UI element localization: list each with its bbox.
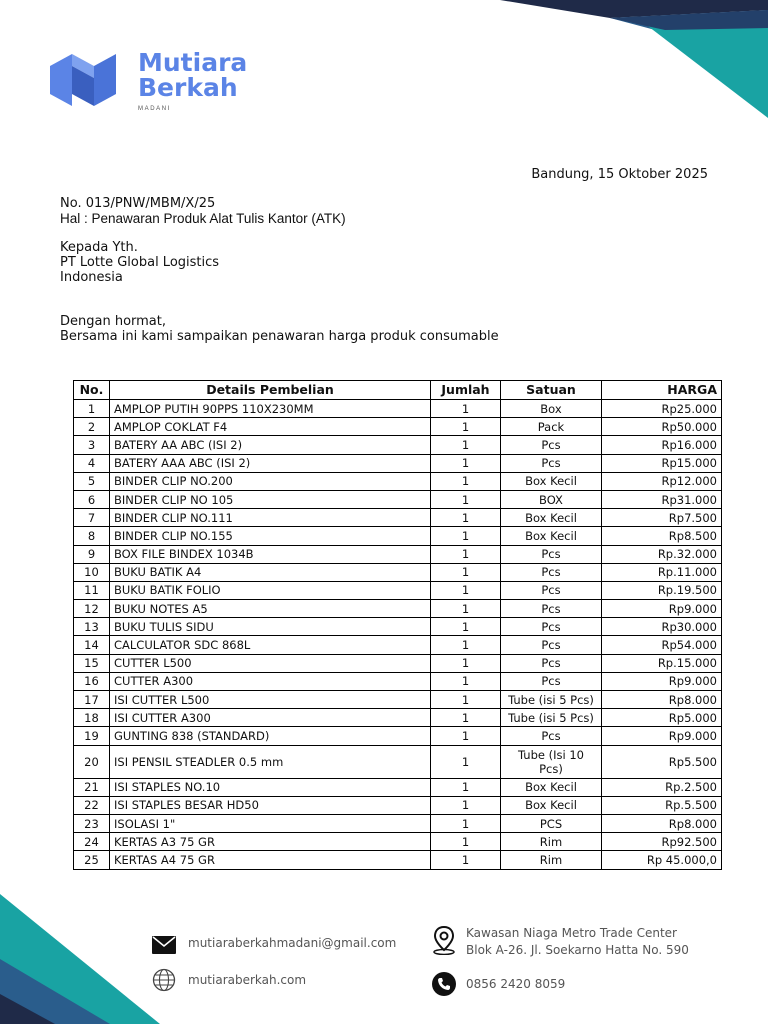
- table-row: [74, 796, 722, 814]
- cell-qty: 1: [431, 814, 501, 832]
- cell-no: 16: [74, 672, 110, 690]
- cell-no: 13: [74, 618, 110, 636]
- cell-unit: Pcs: [501, 654, 602, 672]
- cell-price: Rp25.000: [602, 400, 722, 418]
- cell-item: BOX FILE BINDEX 1034B: [110, 545, 431, 563]
- footer-website[interactable]: mutiaraberkah.com: [188, 973, 307, 987]
- table-row: [74, 563, 722, 581]
- cell-no: 10: [74, 563, 110, 581]
- header-no: No.: [74, 381, 110, 400]
- cell-item: ISI PENSIL STEADLER 0.5 mm: [110, 745, 431, 778]
- cell-qty: 1: [431, 472, 501, 490]
- cell-unit: PCS: [501, 814, 602, 832]
- cell-no: 4: [74, 454, 110, 472]
- cell-unit: BOX: [501, 490, 602, 508]
- cell-price: Rp9.000: [602, 600, 722, 618]
- cell-price: Rp12.000: [602, 472, 722, 490]
- cell-unit: Tube (isi 5 Pcs): [501, 691, 602, 709]
- logo-mark-icon: [48, 52, 118, 108]
- table-row: [74, 436, 722, 454]
- company-name-line2: Berkah: [138, 73, 238, 102]
- table-row: [74, 814, 722, 832]
- cell-price: Rp50.000: [602, 418, 722, 436]
- cell-price: Rp54.000: [602, 636, 722, 654]
- cell-price: Rp9.000: [602, 727, 722, 745]
- cell-no: 25: [74, 851, 110, 869]
- cell-unit: Pcs: [501, 727, 602, 745]
- table-row: [74, 400, 722, 418]
- cell-qty: 1: [431, 636, 501, 654]
- cell-no: 14: [74, 636, 110, 654]
- company-tagline: MADANI: [138, 106, 171, 112]
- cell-no: 18: [74, 709, 110, 727]
- table-row: [74, 672, 722, 690]
- cell-qty: 1: [431, 654, 501, 672]
- cell-no: 5: [74, 472, 110, 490]
- cell-item: CALCULATOR SDC 868L: [110, 636, 431, 654]
- cell-qty: 1: [431, 833, 501, 851]
- cell-unit: Tube (isi 5 Pcs): [501, 709, 602, 727]
- address-line-1: Kawasan Niaga Metro Trade Center: [466, 926, 677, 940]
- cell-unit: Tube (Isi 10 Pcs): [501, 745, 602, 778]
- table-row: [74, 490, 722, 508]
- cell-item: BINDER CLIP NO.155: [110, 527, 431, 545]
- cell-item: BINDER CLIP NO 105: [110, 490, 431, 508]
- header-unit: Satuan: [501, 381, 602, 400]
- cell-no: 11: [74, 581, 110, 599]
- cell-qty: 1: [431, 527, 501, 545]
- cell-item: BUKU BATIK FOLIO: [110, 581, 431, 599]
- table-row: [74, 454, 722, 472]
- cell-price: Rp8.000: [602, 814, 722, 832]
- cell-qty: 1: [431, 418, 501, 436]
- cell-qty: 1: [431, 545, 501, 563]
- cell-unit: Pcs: [501, 545, 602, 563]
- cell-no: 21: [74, 778, 110, 796]
- cell-item: CUTTER L500: [110, 654, 431, 672]
- cell-qty: 1: [431, 618, 501, 636]
- recipient-line-3: Indonesia: [60, 270, 123, 285]
- table-row: [74, 636, 722, 654]
- cell-no: 3: [74, 436, 110, 454]
- cell-price: Rp30.000: [602, 618, 722, 636]
- cell-qty: 1: [431, 778, 501, 796]
- cell-no: 8: [74, 527, 110, 545]
- items-table: [73, 380, 722, 870]
- table-row: [74, 709, 722, 727]
- table-row: [74, 472, 722, 490]
- cell-no: 12: [74, 600, 110, 618]
- corner-decoration-bottom-left: [0, 864, 160, 1024]
- cell-item: KERTAS A3 75 GR: [110, 833, 431, 851]
- table-row: [74, 527, 722, 545]
- cell-price: Rp 45.000,0: [602, 851, 722, 869]
- table-row: [74, 509, 722, 527]
- cell-price: Rp5.500: [602, 745, 722, 778]
- cell-price: Rp.32.000: [602, 545, 722, 563]
- cell-unit: Pcs: [501, 672, 602, 690]
- cell-no: 22: [74, 796, 110, 814]
- table-row: [74, 851, 722, 869]
- cell-qty: 1: [431, 509, 501, 527]
- cell-price: Rp15.000: [602, 454, 722, 472]
- header-qty: Jumlah: [431, 381, 501, 400]
- footer-address: [466, 925, 689, 959]
- cell-item: KERTAS A4 75 GR: [110, 851, 431, 869]
- cell-unit: Rim: [501, 833, 602, 851]
- cell-price: Rp5.000: [602, 709, 722, 727]
- cell-price: Rp9.000: [602, 672, 722, 690]
- company-name: [138, 50, 247, 100]
- address-line-2: Blok A-26. Jl. Soekarno Hatta No. 590: [466, 943, 689, 957]
- cell-item: BUKU BATIK A4: [110, 563, 431, 581]
- cell-unit: Box Kecil: [501, 527, 602, 545]
- cell-qty: 1: [431, 581, 501, 599]
- globe-icon: [152, 968, 176, 992]
- cell-unit: Box Kecil: [501, 796, 602, 814]
- cell-no: 7: [74, 509, 110, 527]
- cell-price: Rp31.000: [602, 490, 722, 508]
- table-row: [74, 745, 722, 778]
- cell-no: 19: [74, 727, 110, 745]
- cell-price: Rp.11.000: [602, 563, 722, 581]
- cell-no: 6: [74, 490, 110, 508]
- greeting-block: [60, 314, 499, 344]
- cell-qty: 1: [431, 563, 501, 581]
- cell-price: Rp92.500: [602, 833, 722, 851]
- header-details: Details Pembelian: [110, 381, 431, 400]
- table-row: [74, 691, 722, 709]
- cell-qty: 1: [431, 709, 501, 727]
- table-row: [74, 618, 722, 636]
- cell-price: Rp16.000: [602, 436, 722, 454]
- cell-no: 23: [74, 814, 110, 832]
- letter-date: Bandung, 15 Oktober 2025: [531, 167, 708, 182]
- recipient-block: [60, 240, 219, 285]
- cell-price: Rp7.500: [602, 509, 722, 527]
- table-header-row: [74, 381, 722, 400]
- cell-price: Rp.19.500: [602, 581, 722, 599]
- table-row: [74, 600, 722, 618]
- cell-qty: 1: [431, 400, 501, 418]
- cell-item: BUKU NOTES A5: [110, 600, 431, 618]
- cell-qty: 1: [431, 745, 501, 778]
- table-row: [74, 654, 722, 672]
- header-price: HARGA: [602, 381, 722, 400]
- letter-number: No. 013/PNW/MBM/X/25: [60, 196, 216, 211]
- phone-icon: [432, 972, 456, 996]
- cell-item: ISI STAPLES NO.10: [110, 778, 431, 796]
- table-row: [74, 581, 722, 599]
- cell-price: Rp.15.000: [602, 654, 722, 672]
- recipient-line-2: PT Lotte Global Logistics: [60, 255, 220, 270]
- intro-text: Bersama ini kami sampaikan penawaran harga produk consumable: [60, 329, 499, 344]
- cell-qty: 1: [431, 851, 501, 869]
- table-row: [74, 778, 722, 796]
- cell-item: BUKU TULIS SIDU: [110, 618, 431, 636]
- letter-meta: [60, 196, 346, 226]
- footer-phone[interactable]: 0856 2420 8059: [466, 977, 566, 991]
- cell-item: AMPLOP COKLAT F4: [110, 418, 431, 436]
- cell-item: ISOLASI 1": [110, 814, 431, 832]
- letter-subject: Hal : Penawaran Produk Alat Tulis Kantor (ATK): [60, 211, 346, 226]
- envelope-icon: [152, 936, 176, 954]
- table-row: [74, 833, 722, 851]
- cell-qty: 1: [431, 796, 501, 814]
- cell-qty: 1: [431, 600, 501, 618]
- cell-no: 1: [74, 400, 110, 418]
- cell-item: ISI CUTTER A300: [110, 709, 431, 727]
- cell-unit: Box: [501, 400, 602, 418]
- cell-qty: 1: [431, 454, 501, 472]
- cell-unit: Rim: [501, 851, 602, 869]
- cell-item: BATERY AA ABC (ISI 2): [110, 436, 431, 454]
- cell-no: 15: [74, 654, 110, 672]
- cell-unit: Box Kecil: [501, 472, 602, 490]
- cell-item: BINDER CLIP NO.200: [110, 472, 431, 490]
- greeting: Dengan hormat,: [60, 314, 167, 329]
- cell-unit: Pcs: [501, 618, 602, 636]
- cell-no: 9: [74, 545, 110, 563]
- cell-qty: 1: [431, 436, 501, 454]
- cell-item: CUTTER A300: [110, 672, 431, 690]
- cell-unit: Pcs: [501, 436, 602, 454]
- footer-email[interactable]: mutiaraberkahmadani@gmail.com: [188, 936, 397, 950]
- cell-price: Rp.2.500: [602, 778, 722, 796]
- cell-unit: Pcs: [501, 581, 602, 599]
- table-row: [74, 727, 722, 745]
- cell-item: ISI STAPLES BESAR HD50: [110, 796, 431, 814]
- cell-unit: Pcs: [501, 454, 602, 472]
- cell-unit: Pcs: [501, 563, 602, 581]
- corner-decoration-top-right: [490, 0, 768, 120]
- cell-price: Rp8.500: [602, 527, 722, 545]
- cell-unit: Pcs: [501, 600, 602, 618]
- cell-price: Rp.5.500: [602, 796, 722, 814]
- cell-qty: 1: [431, 672, 501, 690]
- cell-qty: 1: [431, 727, 501, 745]
- cell-qty: 1: [431, 490, 501, 508]
- cell-unit: Box Kecil: [501, 778, 602, 796]
- cell-unit: Box Kecil: [501, 509, 602, 527]
- table-row: [74, 418, 722, 436]
- cell-no: 20: [74, 745, 110, 778]
- recipient-line-1: Kepada Yth.: [60, 240, 138, 255]
- cell-no: 2: [74, 418, 110, 436]
- cell-qty: 1: [431, 691, 501, 709]
- cell-unit: Pack: [501, 418, 602, 436]
- cell-no: 17: [74, 691, 110, 709]
- cell-item: GUNTING 838 (STANDARD): [110, 727, 431, 745]
- company-name-line1: Mutiara: [138, 48, 248, 77]
- cell-item: AMPLOP PUTIH 90PPS 110X230MM: [110, 400, 431, 418]
- cell-item: BINDER CLIP NO.111: [110, 509, 431, 527]
- cell-price: Rp8.000: [602, 691, 722, 709]
- cell-unit: Pcs: [501, 636, 602, 654]
- table-row: [74, 545, 722, 563]
- cell-item: BATERY AAA ABC (ISI 2): [110, 454, 431, 472]
- cell-no: 24: [74, 833, 110, 851]
- cell-item: ISI CUTTER L500: [110, 691, 431, 709]
- location-pin-icon: [430, 925, 458, 955]
